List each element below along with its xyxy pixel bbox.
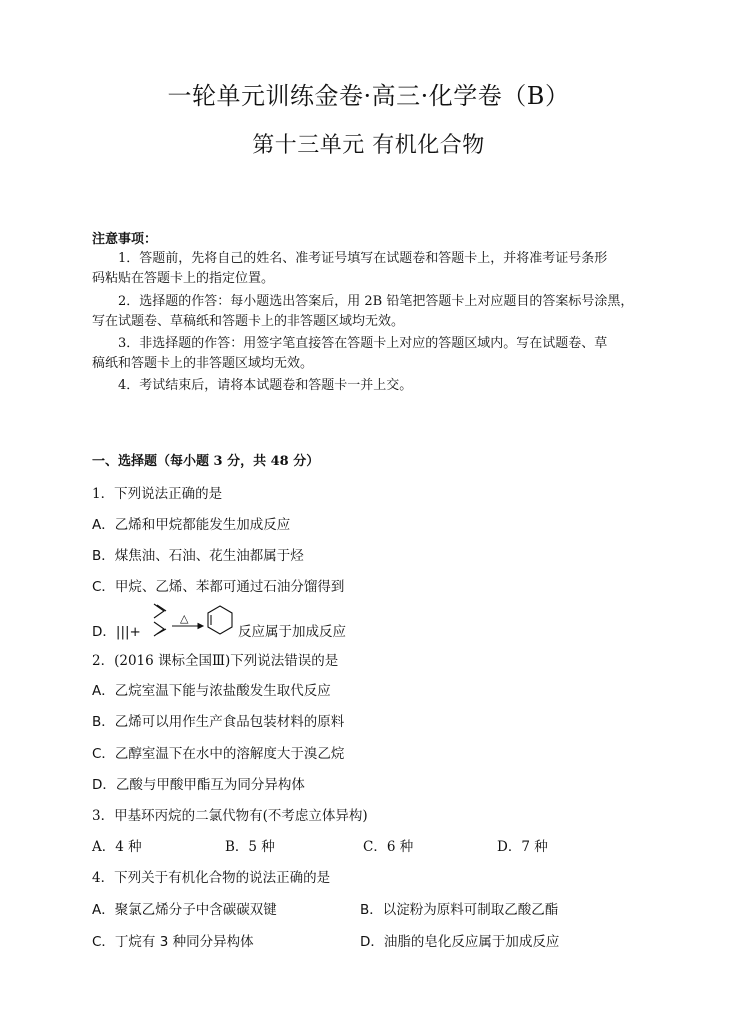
notice-item-1-line2: 码粘贴在答题卡上的指定位置。 bbox=[92, 271, 275, 286]
question-3-stem: 3．甲基环丙烷的二氯代物有(不考虑立体异构) bbox=[92, 808, 368, 824]
question-1-option-d-prefix: D．|||+ bbox=[92, 624, 141, 640]
question-4-option-b: B．以淀粉为原料可制取乙酸乙酯 bbox=[360, 902, 559, 918]
exam-title: 一轮单元训练金卷·高三·化学卷（B） bbox=[167, 82, 570, 110]
notice-item-1-line1: 1．答题前，先将自己的姓名、准考证号填写在试题卷和答题卡上，并将准考证号条形 bbox=[118, 251, 608, 266]
question-2-option-d: D．乙酸与甲酸甲酯互为同分异构体 bbox=[92, 777, 305, 793]
section-heading: 一、选择题（每小题 3 分，共 48 分） bbox=[92, 454, 320, 469]
notice-item-3-line1: 3．非选择题的作答：用签字笔直接答在答题卡上对应的答题区域内。写在试题卷、草 bbox=[118, 336, 608, 351]
question-1-option-d-suffix: 反应属于加成反应 bbox=[238, 624, 346, 640]
question-2-stem: 2．(2016 课标全国Ⅲ)下列说法错误的是 bbox=[92, 653, 339, 669]
notice-item-2-line1: 2．选择题的作答：每小题选出答案后，用 2B 铅笔把答题卡上对应题目的答案标号涂黑， bbox=[118, 294, 634, 309]
question-4-option-a: A．聚氯乙烯分子中含碳碳双键 bbox=[92, 902, 277, 918]
question-1-option-a: A．乙烯和甲烷都能发生加成反应 bbox=[92, 517, 291, 533]
butadiene-structure bbox=[154, 604, 166, 636]
question-2-option-b: B．乙烯可以用作生产食品包装材料的原料 bbox=[92, 714, 345, 730]
question-4-stem: 4．下列关于有机化合物的说法正确的是 bbox=[92, 870, 331, 886]
reaction-diagram bbox=[150, 600, 240, 640]
heat-symbol: △ bbox=[180, 612, 189, 625]
notice-heading: 注意事项： bbox=[92, 232, 158, 247]
unit-title: 第十三单元 有机化合物 bbox=[252, 133, 485, 158]
question-1-stem: 1．下列说法正确的是 bbox=[92, 486, 223, 502]
question-3-option-d: D．7 种 bbox=[497, 839, 548, 855]
question-3-option-b: B．5 种 bbox=[225, 839, 275, 855]
notice-item-2-line2: 写在试题卷、草稿纸和答题卡上的非答题区域均无效。 bbox=[92, 314, 405, 329]
question-4-option-d: D．油脂的皂化反应属于加成反应 bbox=[360, 934, 560, 950]
question-3-option-c: C．6 种 bbox=[363, 839, 414, 855]
question-2-option-c: C．乙醇室温下在水中的溶解度大于溴乙烷 bbox=[92, 746, 345, 762]
notice-item-3-line2: 稿纸和答题卡上的非答题区域均无效。 bbox=[92, 356, 314, 371]
question-1-option-c: C．甲烷、乙烯、苯都可通过石油分馏得到 bbox=[92, 579, 345, 595]
question-3-option-a: A．4 种 bbox=[92, 839, 142, 855]
notice-item-4-line1: 4．考试结束后，请将本试题卷和答题卡一并上交。 bbox=[118, 378, 413, 393]
question-2-option-a: A．乙烷室温下能与浓盐酸发生取代反应 bbox=[92, 683, 331, 699]
question-1-option-b: B．煤焦油、石油、花生油都属于烃 bbox=[92, 548, 304, 564]
question-4-option-c: C．丁烷有 3 种同分异构体 bbox=[92, 934, 254, 950]
cyclohexene-structure bbox=[208, 606, 232, 634]
